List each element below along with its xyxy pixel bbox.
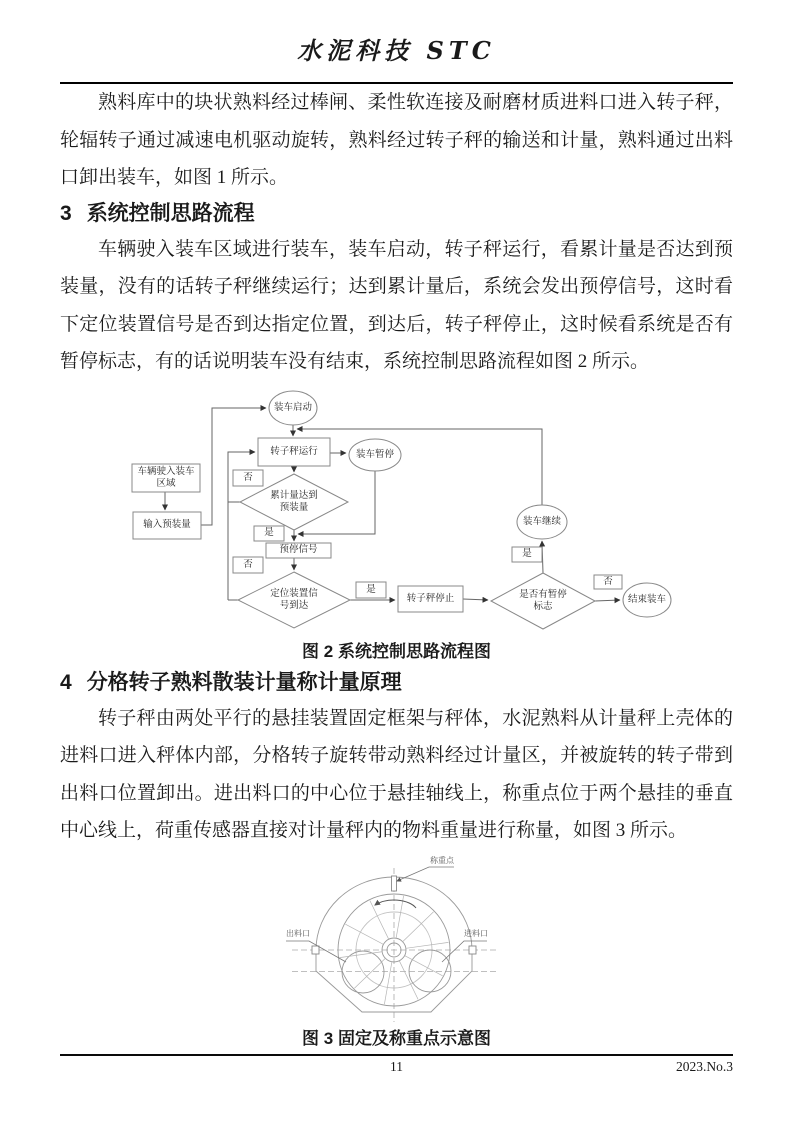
section3-title: 系统控制思路流程 [86, 201, 255, 225]
weigh-point-marker [392, 876, 397, 891]
rotation-arrow [375, 900, 416, 908]
flow-branch-no-2: 否 [243, 558, 253, 570]
flow-node-input-preset: 输入预装量 [143, 519, 191, 531]
inlet-port-circle [409, 950, 451, 992]
flow-branch-no-1: 否 [243, 471, 253, 483]
left-suspension-mark [312, 946, 319, 954]
weigh-point-label: 称重点 [430, 855, 454, 865]
page-footer [60, 1054, 733, 1079]
flow-node-loading-pause: 装车暂停 [355, 448, 394, 460]
flow-node-scale-run: 转子秤运行 [270, 445, 318, 457]
flow-branch-yes-3: 是 [522, 548, 532, 560]
figure3-caption: 图 3 固定及称重点示意图 [302, 1028, 491, 1048]
flowchart-figure [126, 389, 701, 639]
rotor-scale-figure [284, 854, 509, 1026]
flow-branch-no-3: 否 [603, 575, 613, 587]
issue-label: 2023.No.3 [676, 1059, 733, 1074]
intro-paragraph: 熟料库中的块状熟料经过棒闸、柔性软连接及耐磨材质进料口进入转子秤，轮辐转子通过减速电机驱动旋转，熟料经过转子秤的输送和计量，熟料通过出料口卸出装车，如图 1 所示。 [60, 92, 733, 188]
flow-branch-yes-1: 是 [264, 527, 274, 539]
flow-node-scale-stop: 转子秤停止 [406, 592, 455, 604]
flow-node-prestop-signal: 预停信号 [279, 544, 318, 556]
section3-paragraph: 车辆驶入装车区域进行装车，装车启动，转子秤运行，看累计量是否达到预装量，没有的话转子秤继续运行；达到累计量后，系统会发出预停信号，这时看下定位装置信号是否到达指定位置，到达后，转子秤停止，这时候看系统是否有暂停标志，有的话说明装车没有结束，系统控制思路流程如图 2 所示。 [60, 238, 733, 372]
flow-decision-position: 定位装置信号到达 [270, 588, 318, 611]
journal-title: 水泥科技 STC [297, 36, 496, 65]
right-suspension-mark [469, 946, 476, 954]
section4-heading [60, 666, 733, 700]
flow-branch-yes-2: 是 [366, 583, 376, 595]
outlet-label: 出料口 [286, 928, 310, 938]
section3-heading [60, 197, 733, 231]
section3-number: 3 [60, 201, 72, 225]
weigh-point-leader [397, 867, 454, 881]
flow-node-vehicle-enter: 车辆驶入装车区域 [137, 466, 195, 489]
section4-paragraph: 转子秤由两处平行的悬挂装置固定框架与秤体，水泥熟料从计量秤上壳体的进料口进入秤体内部，分格转子旋转带动熟料经过计量区，并被旋转的转子带到出料口位置卸出。进出料口的中心位于悬挂轴线上，称重点位于两个悬挂的垂直中心线上，荷重传感器直接对计量秤内的物料重量进行称量，如图 3 所示。 [60, 707, 733, 841]
flow-decision-pause-flag: 是否有暂停标志 [519, 589, 567, 612]
flow-decision-accumulated: 累计量达到预装量 [270, 490, 318, 513]
flow-node-loading-continue: 装车继续 [522, 515, 561, 527]
flow-node-start-loading: 装车启动 [273, 401, 312, 413]
inlet-leader [442, 941, 487, 962]
page-number: 11 [390, 1059, 403, 1074]
section4-title: 分格转子熟料散装计量称计量原理 [86, 670, 402, 694]
section4-number: 4 [60, 670, 72, 694]
flow-node-end-loading: 结束装车 [627, 593, 666, 605]
footer-rule [60, 1054, 733, 1056]
rotor-scale-canvas [284, 854, 509, 1026]
figure2-caption: 图 2 系统控制思路流程图 [302, 641, 491, 661]
inlet-label: 进料口 [464, 928, 488, 938]
